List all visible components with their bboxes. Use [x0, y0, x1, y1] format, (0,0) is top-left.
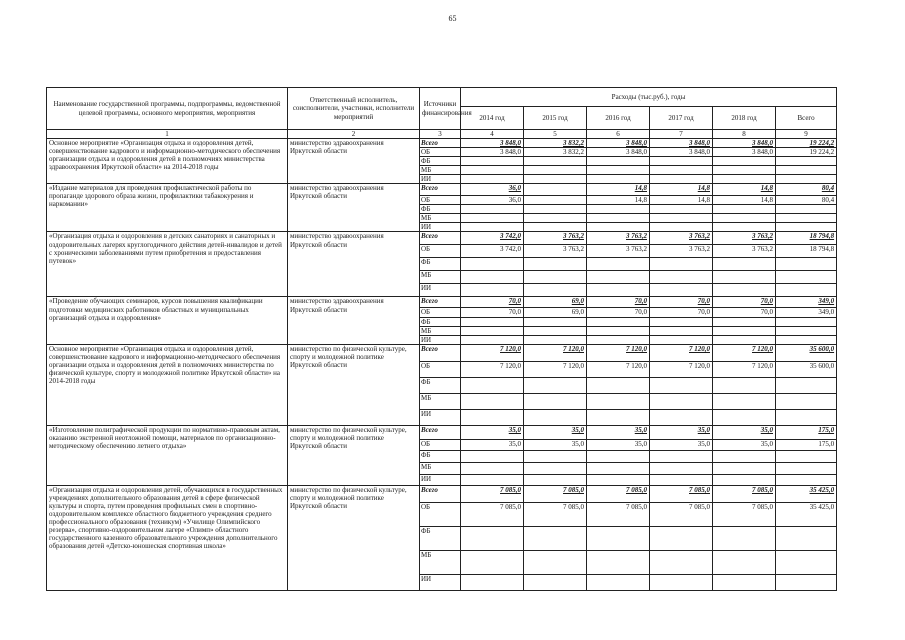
year-value: 35,0: [524, 425, 587, 439]
year-value: 3 763,2: [587, 245, 650, 258]
year-value: [587, 574, 650, 590]
year-value: [713, 157, 776, 166]
year-value: 3 763,2: [524, 245, 587, 258]
header-year: 2015 год: [524, 107, 587, 130]
year-value: [713, 377, 776, 393]
total-value: [776, 335, 837, 344]
header-year: 2018 год: [713, 107, 776, 130]
year-value: [461, 474, 524, 485]
header-total: Всего: [776, 107, 837, 130]
year-value: 3 848,0: [650, 148, 713, 157]
year-value: 3 832,2: [524, 148, 587, 157]
year-value: [587, 526, 650, 550]
year-value: [650, 205, 713, 214]
year-value: [587, 205, 650, 214]
year-value: [713, 450, 776, 462]
funding-source: ФБ: [420, 258, 461, 271]
total-value: [776, 526, 837, 550]
year-value: 3 848,0: [713, 139, 776, 148]
year-value: 35,0: [587, 425, 650, 439]
total-value: 35 600,0: [776, 344, 837, 361]
column-number: 1: [47, 130, 288, 139]
funding-source: ФБ: [420, 317, 461, 326]
funding-source: ИИ: [420, 223, 461, 232]
funding-source: ИИ: [420, 335, 461, 344]
year-value: 7 085,0: [650, 485, 713, 502]
year-value: 3 848,0: [650, 139, 713, 148]
year-value: [713, 175, 776, 184]
year-value: [524, 223, 587, 232]
year-value: [587, 166, 650, 175]
total-value: [776, 450, 837, 462]
funding-source: МБ: [420, 326, 461, 335]
year-value: [587, 409, 650, 425]
year-value: 7 085,0: [587, 502, 650, 526]
year-value: [524, 205, 587, 214]
year-value: 69,0: [524, 308, 587, 317]
year-value: [650, 550, 713, 574]
year-value: [524, 157, 587, 166]
year-value: 7 120,0: [587, 361, 650, 377]
total-value: 175,0: [776, 439, 837, 450]
year-value: [587, 462, 650, 474]
year-value: 70,0: [650, 308, 713, 317]
funding-source: ОБ: [420, 502, 461, 526]
year-value: [650, 166, 713, 175]
activity-name: «Изготовление полиграфической продукции по нормативно-правовым актам, оказанию экстренной неотложной помощи, материалов по организационно-методическому обеспечению летнего отдыха»: [47, 425, 288, 485]
year-value: [713, 526, 776, 550]
funding-source: ФБ: [420, 157, 461, 166]
total-value: 35 425,0: [776, 502, 837, 526]
funding-source: Всего: [420, 139, 461, 148]
year-value: 36,0: [461, 196, 524, 205]
year-value: 3 763,2: [650, 245, 713, 258]
year-value: [587, 223, 650, 232]
year-value: [587, 550, 650, 574]
year-value: [650, 335, 713, 344]
year-value: [524, 450, 587, 462]
year-value: [587, 214, 650, 223]
responsible-executor: министерство здравоохранения Иркутской области: [288, 139, 420, 184]
year-value: 7 120,0: [524, 344, 587, 361]
total-value: 19 224,2: [776, 148, 837, 157]
year-value: 7 085,0: [524, 502, 587, 526]
funding-source: ОБ: [420, 196, 461, 205]
year-value: 35,0: [713, 439, 776, 450]
responsible-executor: министерство здравоохранения Иркутской области: [288, 232, 420, 297]
total-value: 18 794,8: [776, 245, 837, 258]
year-value: [524, 317, 587, 326]
funding-source: МБ: [420, 393, 461, 409]
column-number: 8: [713, 130, 776, 139]
responsible-executor: министерство по физической культуре, спорту и молодежной политике Иркутской области: [288, 344, 420, 425]
year-value: [587, 450, 650, 462]
page-number: 65: [448, 14, 457, 23]
column-number: 4: [461, 130, 524, 139]
responsible-executor: министерство здравоохранения Иркутской области: [288, 297, 420, 344]
year-value: [713, 409, 776, 425]
year-value: [713, 550, 776, 574]
year-value: [650, 317, 713, 326]
year-value: 7 120,0: [713, 361, 776, 377]
table-row: [47, 425, 837, 439]
year-value: [461, 271, 524, 284]
year-value: [461, 550, 524, 574]
year-value: [461, 214, 524, 223]
total-value: [776, 393, 837, 409]
header-expenses: Расходы (тыс.руб.), годы: [461, 88, 837, 107]
table-row: [47, 485, 837, 502]
table-row: [47, 297, 837, 308]
year-value: [461, 450, 524, 462]
year-value: [461, 175, 524, 184]
table-body: [47, 139, 837, 591]
funding-source: Всего: [420, 184, 461, 196]
total-value: [776, 205, 837, 214]
year-value: [524, 326, 587, 335]
funding-source: ОБ: [420, 439, 461, 450]
table-row: [47, 344, 837, 361]
funding-source: Всего: [420, 232, 461, 245]
total-value: [776, 377, 837, 393]
year-value: 3 848,0: [461, 148, 524, 157]
year-value: 14,8: [650, 184, 713, 196]
year-value: [524, 550, 587, 574]
year-value: 3 763,2: [713, 232, 776, 245]
header-responsible: Ответственный исполнитель, соисполнители, участники, исполнители мероприятий: [288, 88, 420, 130]
funding-source: МБ: [420, 214, 461, 223]
total-value: [776, 474, 837, 485]
table-row: [47, 232, 837, 245]
column-number: 2: [288, 130, 420, 139]
funding-source: ФБ: [420, 377, 461, 393]
year-value: [650, 450, 713, 462]
year-value: 35,0: [461, 439, 524, 450]
funding-source: Всего: [420, 425, 461, 439]
year-value: [461, 393, 524, 409]
year-value: [713, 258, 776, 271]
year-value: [461, 574, 524, 590]
year-value: [524, 335, 587, 344]
year-value: 7 120,0: [524, 361, 587, 377]
year-value: 70,0: [461, 308, 524, 317]
year-value: [713, 223, 776, 232]
year-value: 7 120,0: [713, 344, 776, 361]
year-value: [713, 574, 776, 590]
activity-name: «Организация отдыха и оздоровления в детских санаториях и санаторных и оздоровительных лагерях круглогодичного действия детей-инвалидов и детей с хроническими заболеваниями путем приобретения и предоставления путевок»: [47, 232, 288, 297]
year-value: [461, 462, 524, 474]
year-value: 3 848,0: [587, 139, 650, 148]
funding-source: ОБ: [420, 245, 461, 258]
year-value: 7 085,0: [713, 485, 776, 502]
year-value: [461, 326, 524, 335]
year-value: [650, 377, 713, 393]
year-value: [587, 175, 650, 184]
year-value: [524, 214, 587, 223]
year-value: 35,0: [650, 439, 713, 450]
year-value: [713, 271, 776, 284]
column-number: 9: [776, 130, 837, 139]
total-value: 80,4: [776, 184, 837, 196]
year-value: [524, 196, 587, 205]
total-value: [776, 409, 837, 425]
funding-source: МБ: [420, 462, 461, 474]
year-value: [524, 377, 587, 393]
activity-name: «Издание материалов для проведения профилактической работы по пропаганде здорового образа жизни, профилактики табакокурения и наркомании»: [47, 184, 288, 232]
header-source: Источники финансирования: [420, 88, 461, 130]
activity-name: Основное мероприятие «Организация отдыха и оздоровления детей, совершенствование кадрового и информационно-методического обеспечения организации отдыха и оздоровления детей в полномочиях министерства по физической культуре, спорту и молодежной политике Иркутской области» на 2014-2018 годы: [47, 344, 288, 425]
total-value: 18 794,8: [776, 232, 837, 245]
year-value: [650, 258, 713, 271]
funding-source: ОБ: [420, 361, 461, 377]
funding-source: Всего: [420, 344, 461, 361]
year-value: [524, 271, 587, 284]
year-value: 7 120,0: [650, 344, 713, 361]
year-value: [524, 284, 587, 297]
year-value: [587, 335, 650, 344]
year-value: [650, 157, 713, 166]
year-value: [650, 326, 713, 335]
year-value: [524, 258, 587, 271]
total-value: [776, 317, 837, 326]
year-value: [713, 326, 776, 335]
year-value: [587, 474, 650, 485]
total-value: [776, 258, 837, 271]
table-row: [47, 139, 837, 148]
activity-name: «Организация отдыха и оздоровления детей, обучающихся в государственных учреждениях дополнительного образования детей в сфере физической культуры и спорта, путем проведения профильных смен в спортивно-оздоровительном комплексе областного бюджетного учреждения среднего профессионального образования (техникум) «Училище Олимпийского резерва», спортивно-оздоровительном лагере «Олимп» областного государственного казенного образовательного учреждения дополнительного образования детей «Детско-юношеская спортивная школа»: [47, 485, 288, 590]
funding-source: Всего: [420, 485, 461, 502]
year-value: 69,0: [524, 297, 587, 308]
year-value: [587, 271, 650, 284]
total-value: [776, 175, 837, 184]
year-value: 14,8: [713, 196, 776, 205]
year-value: 3 742,0: [461, 245, 524, 258]
year-value: 14,8: [587, 184, 650, 196]
responsible-executor: министерство по физической культуре, спорту и молодежной политике Иркутской области: [288, 425, 420, 485]
year-value: [650, 223, 713, 232]
year-value: [587, 377, 650, 393]
year-value: [524, 462, 587, 474]
year-value: [713, 462, 776, 474]
funding-source: ИИ: [420, 409, 461, 425]
funding-source: ФБ: [420, 526, 461, 550]
funding-source: МБ: [420, 550, 461, 574]
funding-source: ИИ: [420, 474, 461, 485]
year-value: [524, 175, 587, 184]
total-value: [776, 223, 837, 232]
year-value: 70,0: [713, 297, 776, 308]
year-value: [650, 393, 713, 409]
year-value: [587, 317, 650, 326]
year-value: 3 763,2: [650, 232, 713, 245]
table-row: [47, 184, 837, 196]
year-value: [461, 377, 524, 393]
year-value: [524, 474, 587, 485]
total-value: 175,0: [776, 425, 837, 439]
year-value: 14,8: [713, 184, 776, 196]
year-value: [650, 284, 713, 297]
funding-source: МБ: [420, 166, 461, 175]
funding-source: ОБ: [420, 148, 461, 157]
total-value: 35 600,0: [776, 361, 837, 377]
year-value: [650, 409, 713, 425]
header-year: 2016 год: [587, 107, 650, 130]
year-value: [713, 205, 776, 214]
year-value: 7 085,0: [713, 502, 776, 526]
year-value: 3 832,2: [524, 139, 587, 148]
year-value: [524, 526, 587, 550]
year-value: [524, 184, 587, 196]
year-value: 7 120,0: [650, 361, 713, 377]
year-value: [461, 223, 524, 232]
year-value: [587, 258, 650, 271]
total-value: 349,0: [776, 308, 837, 317]
year-value: [461, 157, 524, 166]
year-value: 7 085,0: [461, 485, 524, 502]
total-value: 349,0: [776, 297, 837, 308]
year-value: [650, 474, 713, 485]
year-value: 35,0: [650, 425, 713, 439]
year-value: [461, 284, 524, 297]
funding-source: ИИ: [420, 175, 461, 184]
year-value: [713, 284, 776, 297]
year-value: [650, 175, 713, 184]
year-value: 7 085,0: [650, 502, 713, 526]
year-value: [587, 284, 650, 297]
year-value: 7 085,0: [524, 485, 587, 502]
funding-source: ИИ: [420, 284, 461, 297]
year-value: [524, 393, 587, 409]
year-value: 70,0: [650, 297, 713, 308]
year-value: 7 085,0: [461, 502, 524, 526]
responsible-executor: министерство по физической культуре, спорту и молодежной политике Иркутской области: [288, 485, 420, 590]
year-value: 70,0: [587, 297, 650, 308]
total-value: 80,4: [776, 196, 837, 205]
total-value: [776, 550, 837, 574]
year-value: 3 848,0: [461, 139, 524, 148]
year-value: 7 120,0: [461, 344, 524, 361]
year-value: [713, 214, 776, 223]
year-value: [650, 526, 713, 550]
year-value: [461, 205, 524, 214]
column-number: 5: [524, 130, 587, 139]
column-number: 3: [420, 130, 461, 139]
total-value: 35 425,0: [776, 485, 837, 502]
year-value: [650, 214, 713, 223]
year-value: [524, 574, 587, 590]
column-number: 6: [587, 130, 650, 139]
activity-name: Основное мероприятие «Организация отдыха и оздоровления детей, совершенствование кадрового и информационно-методического обеспечения организации отдыха и оздоровления детей в полномочиях министерства здравоохранения Иркутской области» на 2014-2018 годы: [47, 139, 288, 184]
total-value: [776, 214, 837, 223]
year-value: 3 848,0: [713, 148, 776, 157]
year-value: 35,0: [461, 425, 524, 439]
year-value: [587, 157, 650, 166]
funding-source: ИИ: [420, 574, 461, 590]
year-value: [587, 393, 650, 409]
year-value: [461, 335, 524, 344]
total-value: [776, 284, 837, 297]
year-value: [650, 271, 713, 284]
year-value: 3 763,2: [713, 245, 776, 258]
year-value: [524, 166, 587, 175]
year-value: 7 120,0: [587, 344, 650, 361]
year-value: 36,0: [461, 184, 524, 196]
year-value: [587, 326, 650, 335]
year-value: [461, 526, 524, 550]
year-value: [461, 166, 524, 175]
header-name: Наименование государственной программы, подпрограммы, ведомственной целевой программы, основного мероприятия, мероприятия: [47, 88, 288, 130]
year-value: 14,8: [650, 196, 713, 205]
year-value: 70,0: [461, 297, 524, 308]
year-value: [461, 258, 524, 271]
year-value: [713, 317, 776, 326]
responsible-executor: министерство здравоохранения Иркутской области: [288, 184, 420, 232]
year-value: 3 848,0: [587, 148, 650, 157]
year-value: 35,0: [587, 439, 650, 450]
year-value: 70,0: [713, 308, 776, 317]
total-value: [776, 271, 837, 284]
activity-name: «Проведение обучающих семинаров, курсов повышения квалификации подготовки медицинских работников областных и муниципальных организаций отдыха и оздоровления»: [47, 297, 288, 344]
year-value: 3 742,0: [461, 232, 524, 245]
funding-source: Всего: [420, 297, 461, 308]
year-value: [461, 409, 524, 425]
total-value: [776, 462, 837, 474]
year-value: [650, 462, 713, 474]
year-value: [713, 166, 776, 175]
year-value: [650, 574, 713, 590]
year-value: 3 763,2: [587, 232, 650, 245]
total-value: [776, 166, 837, 175]
year-value: 7 120,0: [461, 361, 524, 377]
year-value: 35,0: [524, 439, 587, 450]
total-value: [776, 157, 837, 166]
funding-source: ФБ: [420, 450, 461, 462]
total-value: 19 224,2: [776, 139, 837, 148]
year-value: 70,0: [587, 308, 650, 317]
column-number: 7: [650, 130, 713, 139]
year-value: [524, 409, 587, 425]
expenses-table: [46, 87, 837, 591]
total-value: [776, 574, 837, 590]
year-value: [713, 393, 776, 409]
funding-source: МБ: [420, 271, 461, 284]
year-value: [461, 317, 524, 326]
funding-source: ФБ: [420, 205, 461, 214]
header-year: 2017 год: [650, 107, 713, 130]
year-value: 3 763,2: [524, 232, 587, 245]
year-value: 7 085,0: [587, 485, 650, 502]
year-value: 35,0: [713, 425, 776, 439]
year-value: [713, 335, 776, 344]
funding-source: ОБ: [420, 308, 461, 317]
year-value: 14,8: [587, 196, 650, 205]
header-year: 2014 год: [461, 107, 524, 130]
year-value: [713, 474, 776, 485]
total-value: [776, 326, 837, 335]
